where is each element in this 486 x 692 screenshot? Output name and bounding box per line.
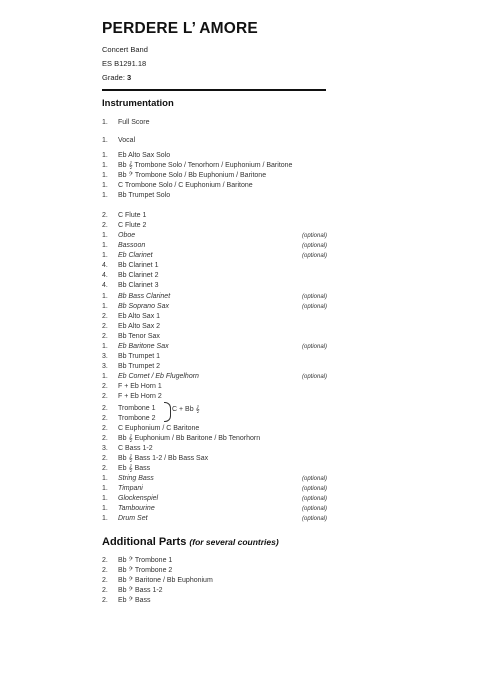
part-count: 2. <box>102 557 108 564</box>
part-count: 1. <box>102 485 108 492</box>
instrument-name: Eb Clarinet <box>118 252 153 259</box>
instrument-name: Bb 𝄢 Trombone 2 <box>118 567 173 574</box>
instrument-name: Tambourine <box>118 505 155 512</box>
part-count: 1. <box>102 172 108 179</box>
part-count: 4. <box>102 272 108 279</box>
part-count: 1. <box>102 242 108 249</box>
instrument-name: Vocal <box>118 137 136 144</box>
part-count: 1. <box>102 252 108 259</box>
instrument-name: Bb 𝄞 Bass 1-2 / Bb Bass Sax <box>118 455 209 462</box>
grade-label: Grade: <box>102 73 125 82</box>
page-title: PERDERE L’ AMORE <box>102 20 258 37</box>
part-count: 3. <box>102 445 108 452</box>
instrument-name: Bb 𝄞 Euphonium / Bb Baritone / Bb Tenorhorn <box>118 435 261 442</box>
part-count: 1. <box>102 232 108 239</box>
instrument-name: Eb Cornet / Eb Flugelhorn <box>118 373 199 380</box>
optional-label: (optional) <box>302 294 328 300</box>
part-count: 3. <box>102 363 108 370</box>
additional-parts-subtitle: (for several countries) <box>189 537 279 547</box>
instrument-name: Bb Clarinet 2 <box>118 272 159 279</box>
instrument-name: Bb Bass Clarinet <box>118 293 171 300</box>
part-count: 2. <box>102 333 108 340</box>
instrument-name: Eb Alto Sax Solo <box>118 152 171 159</box>
instrument-name: Eb Baritone Sax <box>118 343 169 350</box>
instrument-name: Eb 𝄞 Bass <box>118 465 151 472</box>
part-count: 1. <box>102 495 108 502</box>
part-count: 1. <box>102 475 108 482</box>
header-divider <box>102 89 326 91</box>
instrument-name: Eb 𝄢 Bass <box>118 597 151 604</box>
part-count: 2. <box>102 465 108 472</box>
part-count: 4. <box>102 282 108 289</box>
instrument-name: Trombone 1 <box>118 405 156 412</box>
additional-parts-title: Additional Parts <box>102 536 187 548</box>
optional-label: (optional) <box>302 233 328 239</box>
category-text: Concert Band <box>102 45 148 54</box>
part-count: 2. <box>102 405 108 412</box>
instrument-name: Bassoon <box>118 242 146 249</box>
part-count: 1. <box>102 343 108 350</box>
instrument-name: Eb Alto Sax 2 <box>118 323 161 330</box>
instrument-name: Bb Tenor Sax <box>118 333 160 340</box>
instrument-name: Bb 𝄢 Trombone Solo / Bb Euphonium / Baritone <box>118 172 267 179</box>
instrument-name: Bb Soprano Sax <box>118 303 169 310</box>
part-count: 2. <box>102 597 108 604</box>
trombone-brace-label: C + Bb 𝄞 <box>172 406 200 413</box>
instrument-name: Bb Clarinet 1 <box>118 262 159 269</box>
part-count: 2. <box>102 587 108 594</box>
instrument-name: C Trombone Solo / C Euphonium / Baritone <box>118 182 253 189</box>
part-count: 1. <box>102 182 108 189</box>
part-count: 2. <box>102 567 108 574</box>
part-count: 1. <box>102 303 108 310</box>
part-count: 1. <box>102 152 108 159</box>
part-count: 1. <box>102 293 108 300</box>
instrument-name: Eb Alto Sax 1 <box>118 313 161 320</box>
instrument-name: C Bass 1-2 <box>118 445 153 452</box>
instrument-name: F + Eb Horn 2 <box>118 393 162 400</box>
grade-value: 3 <box>127 73 132 82</box>
optional-label: (optional) <box>302 243 328 249</box>
optional-label: (optional) <box>302 506 328 512</box>
part-count: 1. <box>102 505 108 512</box>
instrument-name: Bb Trumpet 2 <box>118 363 161 370</box>
instrumentation-heading: Instrumentation <box>102 98 174 109</box>
instrument-name: C Flute 1 <box>118 212 147 219</box>
part-count: 1. <box>102 192 108 199</box>
optional-label: (optional) <box>302 476 328 482</box>
optional-label: (optional) <box>302 496 328 502</box>
part-count: 4. <box>102 262 108 269</box>
instrument-name: String Bass <box>118 475 154 482</box>
part-count: 1. <box>102 137 108 144</box>
instrument-name: Bb 𝄞 Trombone Solo / Tenorhorn / Euphonium / Baritone <box>118 162 293 169</box>
instrument-name: Drum Set <box>118 515 148 522</box>
part-count: 2. <box>102 383 108 390</box>
instrument-name: C Flute 2 <box>118 222 147 229</box>
instrument-name: F + Eb Horn 1 <box>118 383 162 390</box>
part-count: 2. <box>102 577 108 584</box>
instrument-name: C Euphonium / C Baritone <box>118 425 200 432</box>
instrument-name: Bb 𝄢 Bass 1-2 <box>118 587 163 594</box>
optional-label: (optional) <box>302 304 328 310</box>
part-count: 2. <box>102 212 108 219</box>
part-count: 2. <box>102 222 108 229</box>
part-count: 1. <box>102 119 108 126</box>
part-count: 2. <box>102 415 108 422</box>
part-count: 1. <box>102 373 108 380</box>
part-count: 2. <box>102 425 108 432</box>
part-count: 2. <box>102 323 108 330</box>
part-count: 3. <box>102 353 108 360</box>
grade-line <box>102 73 131 82</box>
additional-parts-heading <box>102 536 279 548</box>
instrument-name: Trombone 2 <box>118 415 156 422</box>
optional-label: (optional) <box>302 344 328 350</box>
instrument-name: Glockenspiel <box>118 495 159 502</box>
trombone-brace <box>164 402 171 422</box>
instrument-name: Bb Clarinet 3 <box>118 282 159 289</box>
optional-label: (optional) <box>302 253 328 259</box>
optional-label: (optional) <box>302 516 328 522</box>
optional-label: (optional) <box>302 486 328 492</box>
optional-label: (optional) <box>302 374 328 380</box>
instrument-name: Oboe <box>118 232 136 239</box>
part-count: 2. <box>102 393 108 400</box>
instrument-name: Timpani <box>118 485 143 492</box>
instrument-name: Bb 𝄢 Baritone / Bb Euphonium <box>118 577 213 584</box>
part-count: 2. <box>102 313 108 320</box>
part-count: 2. <box>102 435 108 442</box>
part-count: 1. <box>102 515 108 522</box>
part-count: 1. <box>102 162 108 169</box>
instrument-name: Bb Trumpet 1 <box>118 353 161 360</box>
catalog-code: ES B1291.18 <box>102 59 147 68</box>
instrument-name: Bb Trumpet Solo <box>118 192 171 199</box>
instrument-name: Bb 𝄢 Trombone 1 <box>118 557 173 564</box>
instrument-name: Full Score <box>118 119 150 126</box>
part-count: 2. <box>102 455 108 462</box>
